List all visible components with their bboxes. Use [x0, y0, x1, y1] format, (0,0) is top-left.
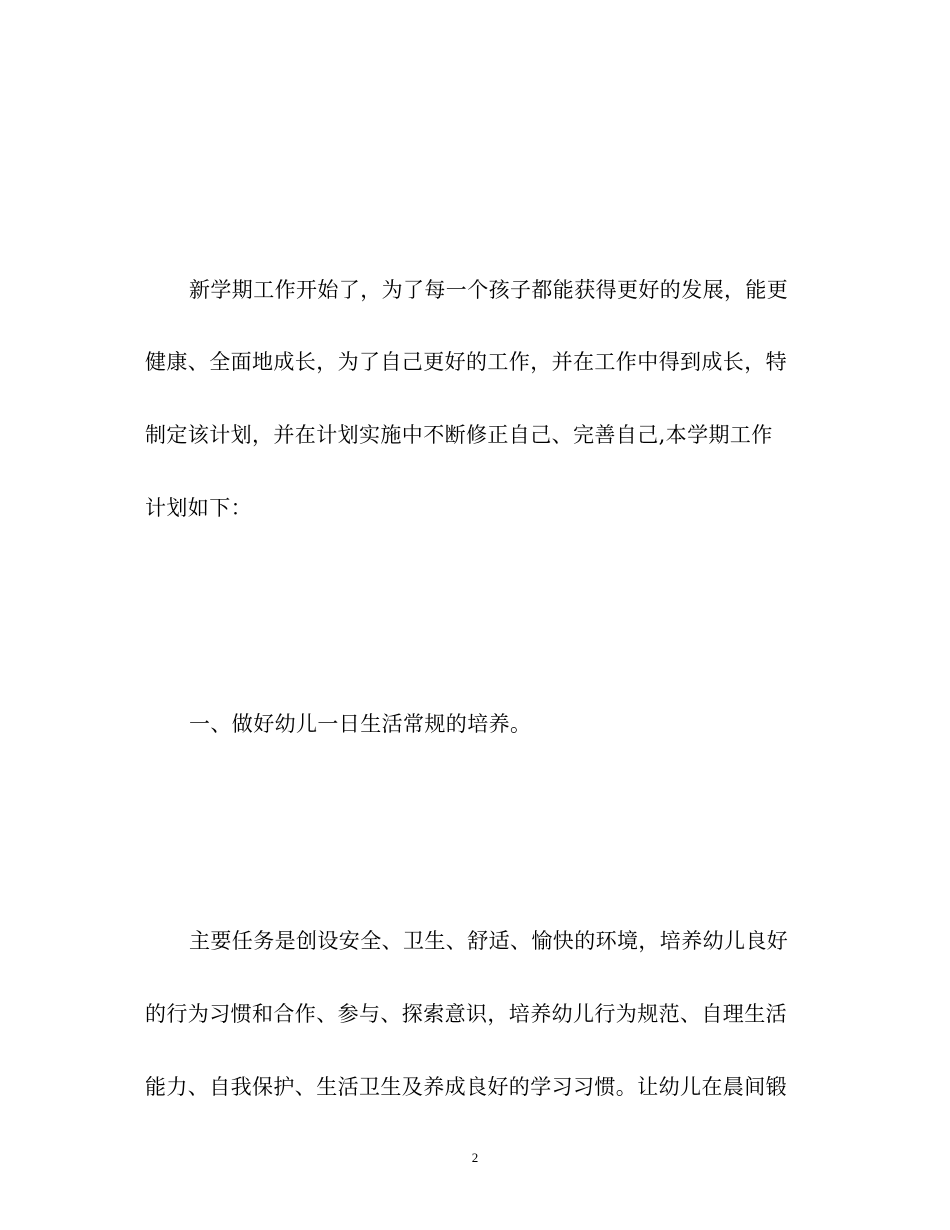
- paragraph-1-line-2: 健康、全面地成长，为了自己更好的工作，并在工作中得到成长，特: [145, 350, 787, 374]
- paragraph-2-line-3: 能力、自我保护、生活卫生及养成良好的学习习惯。让幼儿在晨间锻: [145, 1075, 787, 1099]
- paragraph-1-line-3: 制定该计划，并在计划实施中不断修正自己、完善自己,本学期工作: [145, 423, 773, 447]
- section-heading-1: 一、做好幼儿一日生活常规的培养。: [189, 712, 532, 736]
- paragraph-1-line-1: 新学期工作开始了，为了每一个孩子都能获得更好的发展，能更: [189, 278, 789, 302]
- paragraph-2-line-1: 主要任务是创设安全、卫生、舒适、愉快的环境，培养幼儿良好: [189, 929, 789, 953]
- paragraph-2-line-2: 的行为习惯和合作、参与、探索意识，培养幼儿行为规范、自理生活: [145, 1002, 787, 1026]
- page-number: 2: [471, 1150, 479, 1165]
- paragraph-1-line-4: 计划如下：: [145, 496, 252, 520]
